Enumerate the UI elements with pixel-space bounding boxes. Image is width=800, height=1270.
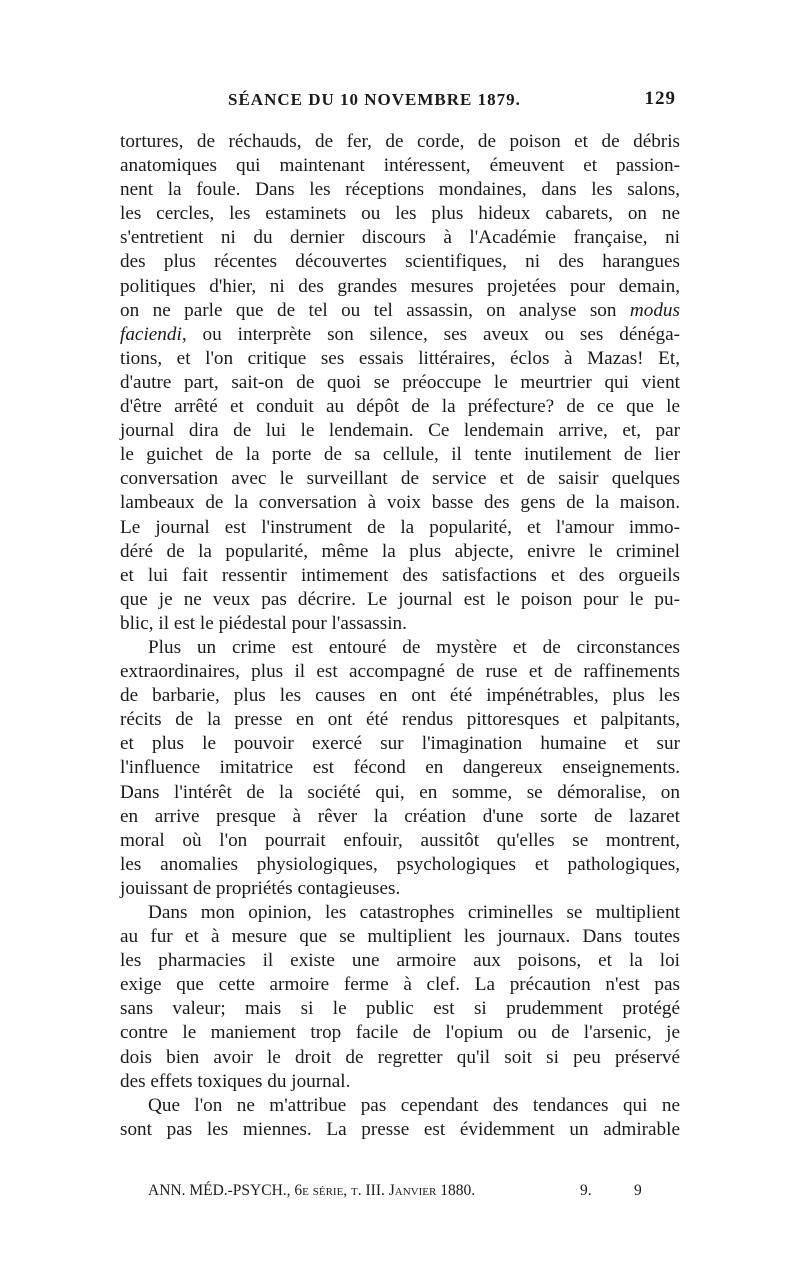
text-line: d'être arrêté et conduit au dépôt de la préfecture? de ce que le [120, 396, 680, 418]
text-line: des plus récentes découvertes scientifiques, ni des harangues [120, 251, 680, 273]
text-line: extraordinaires, plus il est accompagné de ruse et de raffinements [120, 661, 680, 683]
text-line: en arrive presque à rêver la création d'une sorte de lazaret [120, 805, 680, 827]
running-title: SÉANCE DU 10 NOVEMBRE 1879. [228, 90, 521, 109]
running-head [120, 90, 680, 124]
text-line: anatomiques qui maintenant intéressent, émeuvent et passion- [120, 155, 680, 177]
text-line: récits de la presse en ont été rendus pittoresques et palpitants, [120, 709, 680, 731]
text-line: tortures, de réchauds, de fer, de corde, de poison et de débris [120, 131, 680, 152]
text-line: on ne parle que de tel ou tel assassin, on analyse son modus [120, 299, 680, 321]
text-line: sans valeur; mais si le public est si prudemment protégé [120, 998, 680, 1020]
text-line: Que l'on ne m'attribue pas cependant des tendances qui ne [148, 1094, 680, 1116]
footer-signature-mark: 9. [580, 1182, 592, 1199]
text-line: l'influence imitatrice est fécond en dangereux enseignements. [120, 757, 680, 779]
text-line: les pharmacies il existe une armoire aux poisons, et la loi [120, 950, 680, 972]
text-line: d'autre part, sait-on de quoi se préoccupe le meurtrier qui vient [120, 371, 680, 393]
text-line: des effets toxiques du journal. [120, 1070, 351, 1092]
text-line: tions, et l'on critique ses essais littéraires, éclos à Mazas! Et, [120, 347, 680, 369]
footer-folio: 9 [634, 1182, 642, 1199]
text-line: Le journal est l'instrument de la popularité, et l'amour immo- [120, 516, 680, 538]
text-line: nent la foule. Dans les réceptions mondaines, dans les salons, [120, 179, 680, 201]
text-line: politiques d'hier, ni des grandes mesures projetées pour demain, [120, 275, 680, 297]
text-line: journal dira de lui le lendemain. Ce lendemain arrive, et, par [120, 420, 680, 442]
text-line: s'entretient ni du dernier discours à l'Académie française, ni [120, 227, 680, 249]
page-number: 129 [644, 88, 676, 109]
text-line: déré de la popularité, même la plus abjecte, enivre le criminel [120, 540, 680, 562]
text-line: au fur et à mesure que se multiplient les journaux. Dans toutes [120, 926, 680, 948]
text-line: blic, il est le piédestal pour l'assassin. [120, 612, 407, 634]
text-line: de barbarie, plus les causes en ont été impénétrables, plus les [120, 685, 680, 707]
text-line: et plus le pouvoir exercé sur l'imagination humaine et sur [120, 733, 680, 755]
text-line: le guichet de la porte de sa cellule, il tente inutilement de lier [120, 444, 680, 466]
text-line: sont pas les miennes. La presse est évidemment un admirable [120, 1118, 680, 1140]
text-line: les anomalies physiologiques, psychologiques et pathologiques, [120, 853, 680, 875]
text-line: conversation avec le surveillant de service et de saisir quelques [120, 468, 680, 490]
text-line: exige que cette armoire ferme à clef. La précaution n'est pas [120, 974, 680, 996]
text-line: jouissant de propriétés contagieuses. [120, 877, 401, 899]
text-line: contre le maniement trop facile de l'opium ou de l'arsenic, je [120, 1022, 680, 1044]
text-line: lambeaux de la conversation à voix basse des gens de la maison. [120, 492, 680, 514]
book-page [120, 90, 680, 1142]
text-line: dois bien avoir le droit de regretter qu'il soit si peu préservé [120, 1046, 680, 1068]
text-line: et lui fait ressentir intimement des satisfactions et des orgueils [120, 564, 680, 586]
text-line: Dans mon opinion, les catastrophes criminelles se multiplient [148, 902, 680, 923]
text-line: Plus un crime est entouré de mystère et de circonstances [148, 636, 680, 658]
body-text [120, 130, 680, 1142]
text-line: Dans l'intérêt de la société qui, en somme, se démoralise, on [120, 781, 680, 803]
text-line: moral où l'on pourrait enfouir, aussitôt qu'elles se montrent, [120, 829, 680, 851]
text-line: les cercles, les estaminets ou les plus hideux cabarets, on ne [120, 203, 680, 225]
text-line: que je ne veux pas décrire. Le journal est le poison pour le pu- [120, 588, 680, 610]
text-line: faciendi, ou interprète son silence, ses aveux ou ses dénéga- [120, 323, 680, 345]
footer-journal-reference: ANN. MÉD.-PSYCH., 6e série, t. III. Janvier 1880. [148, 1182, 476, 1199]
